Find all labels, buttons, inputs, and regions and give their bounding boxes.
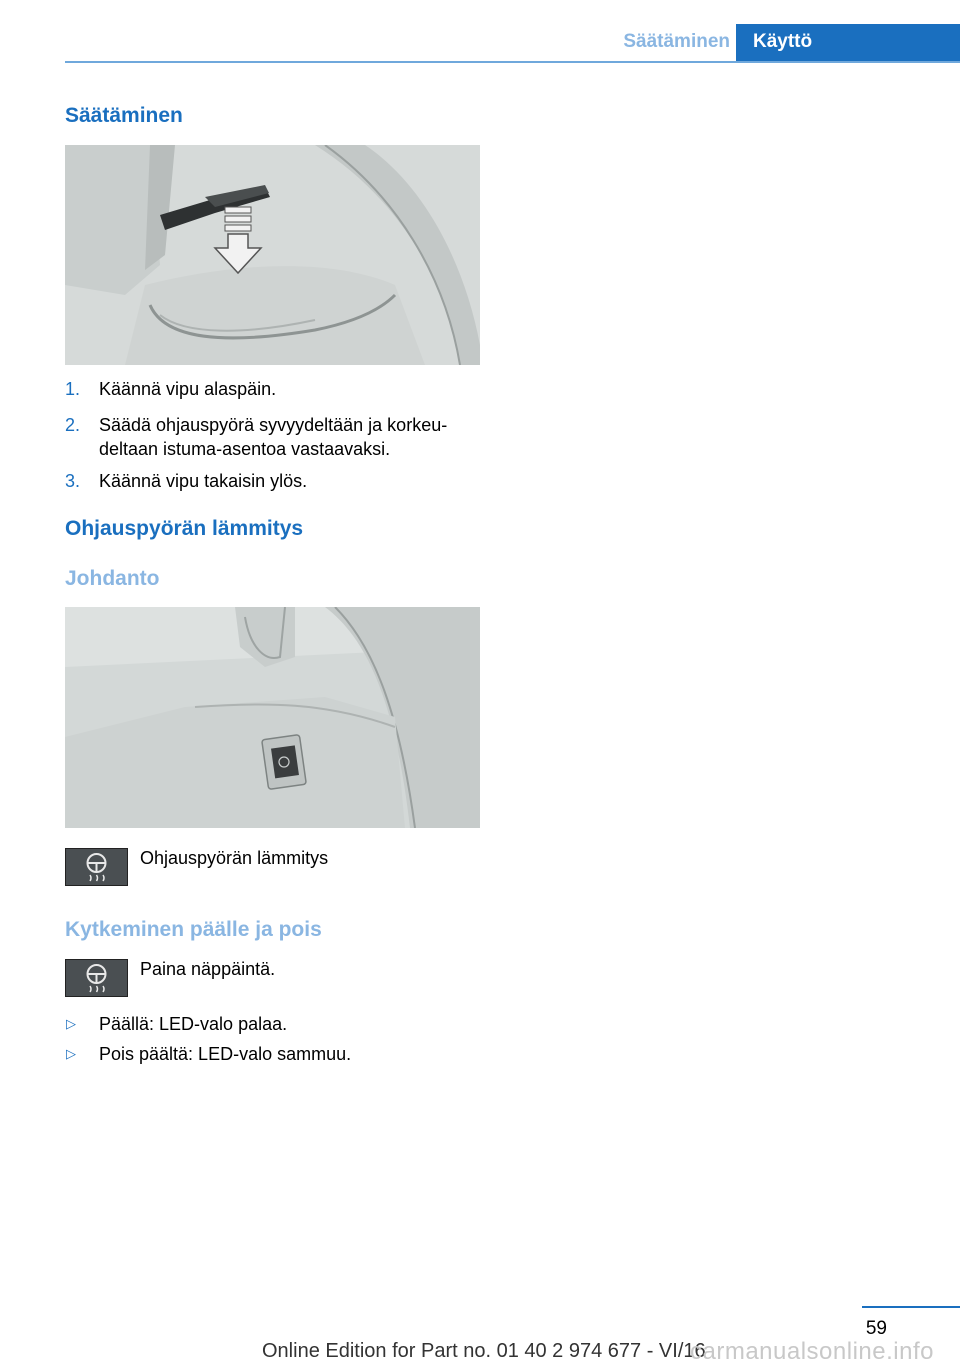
watermark: carmanualsonline.info [690, 1338, 934, 1365]
step-text-2-line1: Säädä ohjauspyörä syvyydeltään ja korkeu‐ [99, 415, 448, 435]
step-number-3: 3. [65, 471, 81, 491]
lever-illustration [65, 145, 480, 365]
bullet-on: Päällä: LED-valo palaa. [99, 1014, 288, 1034]
header-section-title: Säätäminen [623, 31, 730, 52]
footer-edition: Online Edition for Part no. 01 40 2 974 677 - VI/16 [262, 1340, 706, 1362]
section-title-adjusting: Säätäminen [65, 104, 183, 127]
page-number: 59 [865, 1318, 887, 1339]
heating-button-illustration [65, 607, 480, 828]
steering-wheel-heating-button-icon [65, 959, 128, 997]
step-text-2-line2: deltaan istuma-asentoa vastaavaksi. [99, 439, 391, 459]
bullet-off: Pois päältä: LED-valo sammuu. [99, 1044, 352, 1064]
switch-caption: Paina näppäintä. [140, 959, 276, 979]
icon-caption-heating: Ohjauspyörän lämmitys [140, 848, 329, 868]
lever-drawing [65, 145, 480, 365]
step-number-1: 1. [65, 379, 81, 399]
subheading-switch: Kytkeminen päälle ja pois [65, 918, 322, 941]
steering-wheel-heating-icon [65, 848, 128, 886]
bullet-triangle-icon: ▷ [66, 1016, 76, 1031]
step-number-2: 2. [65, 415, 81, 435]
header-chapter-tab[interactable]: Käyttö [736, 24, 960, 61]
bullet-triangle-icon: ▷ [66, 1046, 76, 1061]
heating-button-drawing [65, 607, 480, 828]
step-text-3: Käännä vipu takaisin ylös. [99, 471, 308, 491]
step-text-1: Käännä vipu alaspäin. [99, 379, 277, 399]
footer-divider [862, 1306, 960, 1308]
section-title-heating: Ohjauspyörän lämmitys [65, 517, 304, 540]
header-divider [65, 61, 960, 63]
subheading-intro: Johdanto [65, 567, 160, 590]
